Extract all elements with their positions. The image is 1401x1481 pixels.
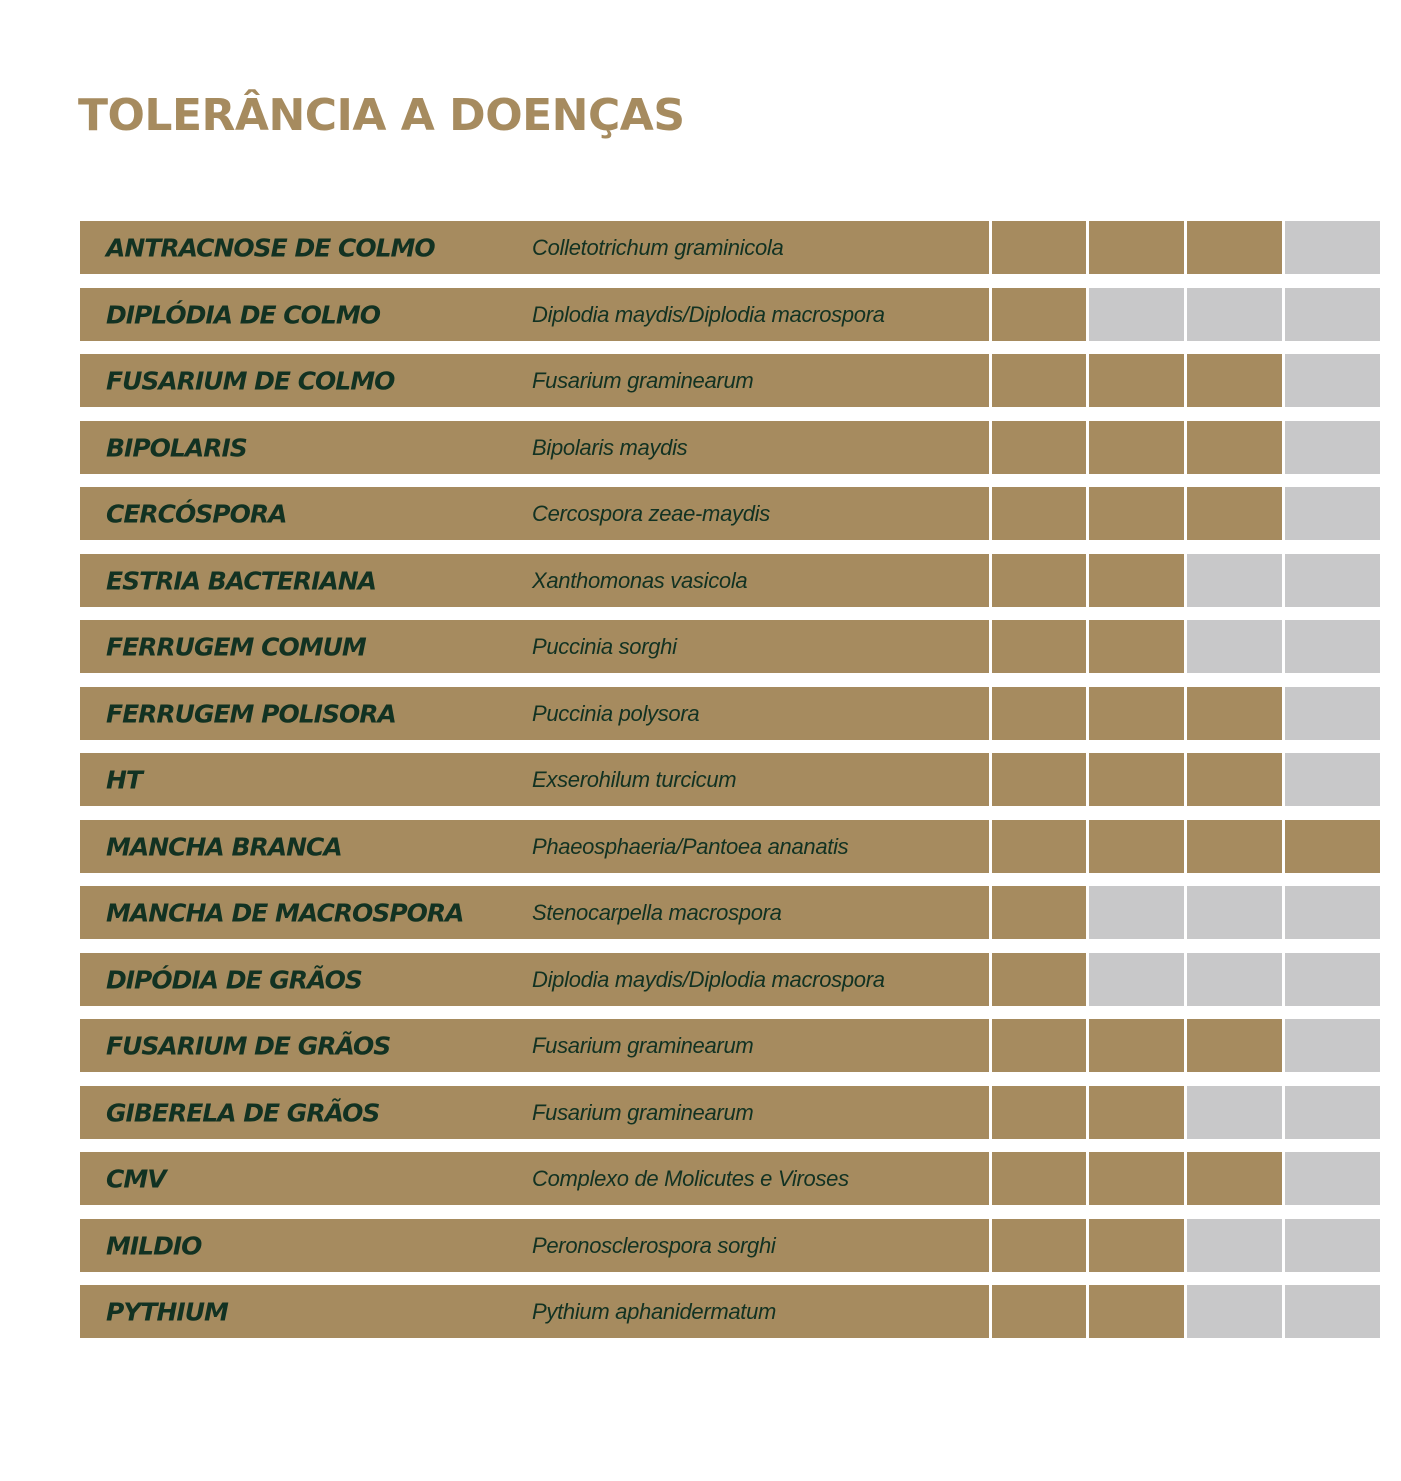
score-cell-filled	[1187, 221, 1282, 274]
pathogen-name: Cercospora zeae-maydis	[532, 500, 770, 526]
score-cell-filled	[992, 354, 1087, 407]
table-row	[80, 953, 1380, 1006]
score-cell-empty	[1187, 620, 1282, 673]
score-cell-filled	[992, 288, 1087, 341]
score-cell-empty	[1187, 1086, 1282, 1139]
score-cell-empty	[1187, 288, 1282, 341]
table-row	[80, 687, 1380, 740]
table-row	[80, 1219, 1380, 1272]
disease-cell	[80, 886, 989, 939]
pathogen-name: Bipolaris maydis	[532, 434, 688, 460]
score-cell-filled	[1187, 820, 1282, 873]
score-cell-empty	[1285, 421, 1380, 474]
score-cell-empty	[1285, 753, 1380, 806]
disease-cell	[80, 1285, 989, 1338]
score-cell-filled	[992, 953, 1087, 1006]
disease-cell	[80, 288, 989, 341]
score-cell-filled	[992, 1152, 1087, 1205]
disease-cell	[80, 221, 989, 274]
pathogen-name: Fusarium graminearum	[532, 367, 754, 393]
table-row	[80, 1285, 1380, 1338]
disease-name: ANTRACNOSE DE COLMO	[106, 233, 435, 262]
disease-name: FERRUGEM COMUM	[106, 632, 366, 661]
score-cell-filled	[1089, 1086, 1184, 1139]
pathogen-name: Diplodia maydis/Diplodia macrospora	[532, 301, 885, 327]
disease-name: PYTHIUM	[106, 1297, 228, 1326]
pathogen-name: Peronosclerospora sorghi	[532, 1232, 776, 1258]
disease-cell	[80, 953, 989, 1006]
disease-cell	[80, 354, 989, 407]
pathogen-name: Fusarium graminearum	[532, 1099, 754, 1125]
score-cell-filled	[1089, 753, 1184, 806]
score-cell-filled	[1187, 753, 1282, 806]
score-cell-empty	[1187, 1285, 1282, 1338]
score-cell-empty	[1089, 953, 1184, 1006]
score-cell-filled	[992, 1019, 1087, 1072]
pathogen-name: Stenocarpella macrospora	[532, 899, 782, 925]
table-row	[80, 421, 1380, 474]
disease-name: FUSARIUM DE COLMO	[106, 366, 395, 395]
disease-name: FERRUGEM POLISORA	[106, 699, 396, 728]
score-cell-empty	[1187, 554, 1282, 607]
disease-name: MANCHA DE MACROSPORA	[106, 898, 464, 927]
score-cell-empty	[1187, 953, 1282, 1006]
score-cell-empty	[1187, 886, 1282, 939]
pathogen-name: Diplodia maydis/Diplodia macrospora	[532, 966, 885, 992]
disease-name: CERCÓSPORA	[106, 499, 287, 528]
disease-cell	[80, 753, 989, 806]
score-cell-filled	[992, 620, 1087, 673]
score-cell-empty	[1285, 1219, 1380, 1272]
disease-cell	[80, 1019, 989, 1072]
score-cell-filled	[1089, 554, 1184, 607]
disease-name: HT	[106, 765, 142, 794]
table-row	[80, 221, 1380, 274]
pathogen-name: Puccinia sorghi	[532, 633, 677, 659]
disease-name: CMV	[106, 1164, 166, 1193]
score-cell-filled	[1089, 620, 1184, 673]
score-cell-filled	[992, 1086, 1087, 1139]
score-cell-filled	[1187, 487, 1282, 540]
score-cell-empty	[1285, 1019, 1380, 1072]
disease-cell	[80, 487, 989, 540]
score-cell-empty	[1285, 953, 1380, 1006]
table-row	[80, 1086, 1380, 1139]
score-cell-filled	[992, 421, 1087, 474]
pathogen-name: Pythium aphanidermatum	[532, 1298, 777, 1324]
table-row	[80, 1152, 1380, 1205]
score-cell-filled	[992, 1219, 1087, 1272]
score-cell-filled	[992, 687, 1087, 740]
score-cell-empty	[1285, 554, 1380, 607]
disease-cell	[80, 820, 989, 873]
disease-name: FUSARIUM DE GRÃOS	[106, 1031, 391, 1060]
score-cell-empty	[1285, 1086, 1380, 1139]
pathogen-name: Colletotrichum graminicola	[532, 234, 784, 260]
disease-name: DIPÓDIA DE GRÃOS	[106, 965, 362, 994]
score-cell-filled	[992, 487, 1087, 540]
score-cell-filled	[1089, 820, 1184, 873]
disease-cell	[80, 554, 989, 607]
score-cell-filled	[1187, 687, 1282, 740]
score-cell-empty	[1285, 487, 1380, 540]
disease-name: MANCHA BRANCA	[106, 832, 342, 861]
pathogen-name: Exserohilum turcicum	[532, 766, 737, 792]
score-cell-empty	[1285, 288, 1380, 341]
table-row	[80, 354, 1380, 407]
score-cell-filled	[1089, 487, 1184, 540]
score-cell-filled	[992, 221, 1087, 274]
table-row	[80, 753, 1380, 806]
score-cell-filled	[992, 820, 1087, 873]
score-cell-filled	[1089, 687, 1184, 740]
disease-cell	[80, 620, 989, 673]
score-cell-empty	[1285, 886, 1380, 939]
disease-cell	[80, 687, 989, 740]
disease-name: ESTRIA BACTERIANA	[106, 566, 377, 595]
score-cell-filled	[992, 554, 1087, 607]
score-cell-filled	[992, 753, 1087, 806]
disease-cell	[80, 1152, 989, 1205]
disease-cell	[80, 1219, 989, 1272]
score-cell-empty	[1285, 1152, 1380, 1205]
score-cell-empty	[1187, 1219, 1282, 1272]
score-cell-empty	[1285, 620, 1380, 673]
disease-name: BIPOLARIS	[106, 433, 247, 462]
score-cell-empty	[1285, 221, 1380, 274]
score-cell-empty	[1089, 288, 1184, 341]
score-cell-filled	[1187, 1019, 1282, 1072]
score-cell-filled	[1089, 421, 1184, 474]
table-row	[80, 820, 1380, 873]
table-row	[80, 886, 1380, 939]
disease-name: MILDIO	[106, 1231, 202, 1260]
pathogen-name: Phaeosphaeria/Pantoea ananatis	[532, 833, 849, 859]
score-cell-filled	[1089, 221, 1184, 274]
score-cell-empty	[1285, 1285, 1380, 1338]
score-cell-filled	[992, 1285, 1087, 1338]
disease-cell	[80, 421, 989, 474]
score-cell-filled	[1187, 354, 1282, 407]
score-cell-filled	[1089, 1219, 1184, 1272]
score-cell-empty	[1089, 886, 1184, 939]
pathogen-name: Fusarium graminearum	[532, 1032, 754, 1058]
score-cell-empty	[1285, 687, 1380, 740]
score-cell-filled	[1089, 1152, 1184, 1205]
score-cell-filled	[1089, 1019, 1184, 1072]
disease-name: DIPLÓDIA DE COLMO	[106, 300, 380, 329]
disease-cell	[80, 1086, 989, 1139]
score-cell-filled	[1187, 421, 1282, 474]
table-row	[80, 1019, 1380, 1072]
table-row	[80, 288, 1380, 341]
pathogen-name: Puccinia polysora	[532, 700, 700, 726]
score-cell-filled	[1089, 1285, 1184, 1338]
table-row	[80, 620, 1380, 673]
pathogen-name: Complexo de Molicutes e Viroses	[532, 1165, 849, 1191]
score-cell-empty	[1285, 354, 1380, 407]
score-cell-filled	[1089, 354, 1184, 407]
score-cell-filled	[992, 886, 1087, 939]
table-row	[80, 554, 1380, 607]
page-title: TOLERÂNCIA A DOENÇAS	[78, 90, 685, 141]
score-cell-filled	[1285, 820, 1380, 873]
disease-name: GIBERELA DE GRÃOS	[106, 1098, 380, 1127]
pathogen-name: Xanthomonas vasicola	[532, 567, 748, 593]
table-row	[80, 487, 1380, 540]
score-cell-filled	[1187, 1152, 1282, 1205]
